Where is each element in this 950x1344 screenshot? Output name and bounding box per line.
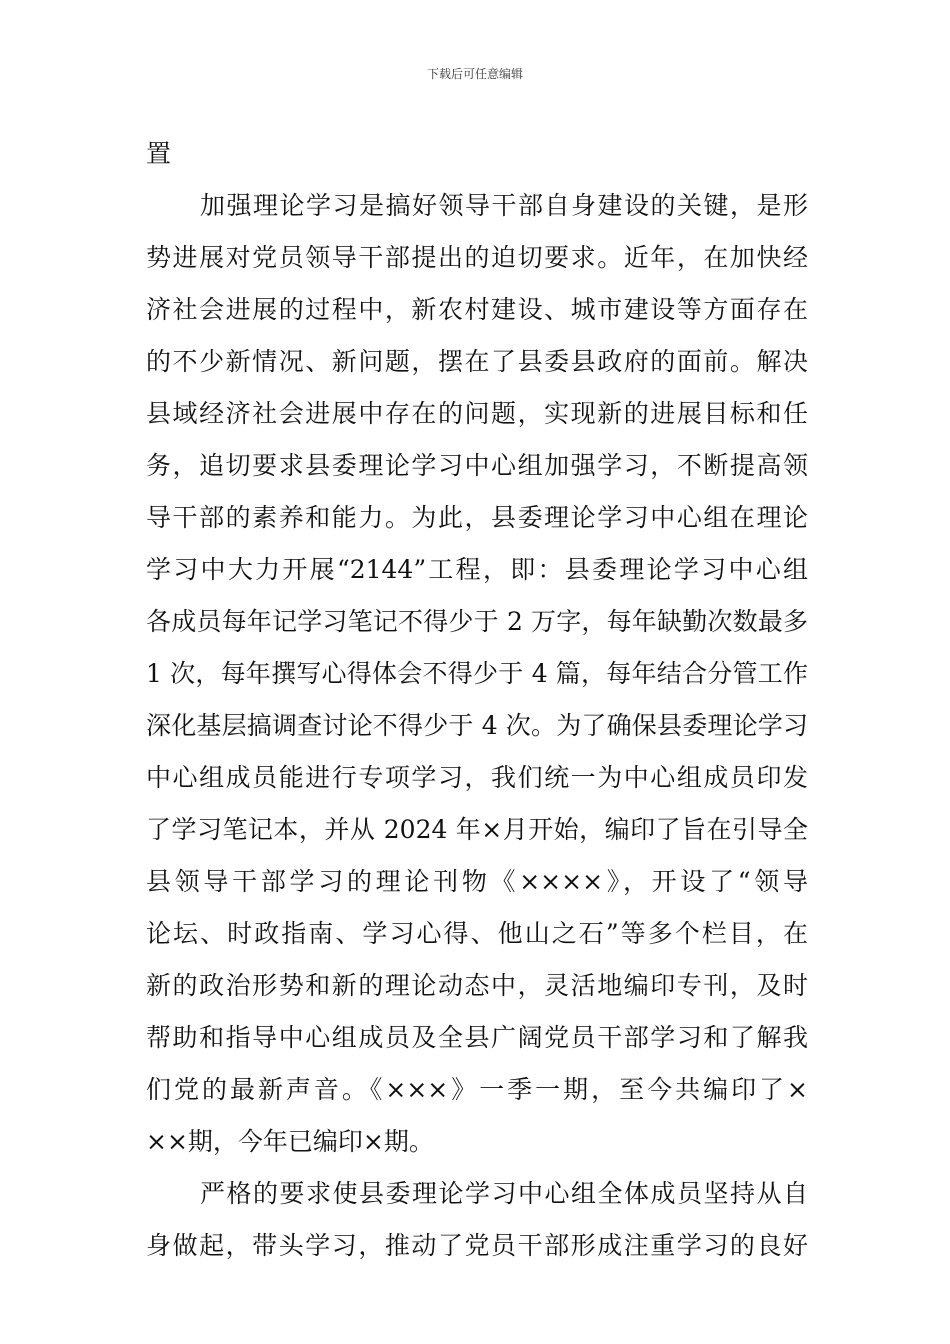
text-line: 导干部的素养和能力。为此，县委理论学习中心组在理论 bbox=[146, 503, 808, 532]
document-body bbox=[146, 128, 808, 1272]
text-line: 帮助和指导中心组成员及全县广阔党员干部学习和了解我 bbox=[146, 1023, 808, 1052]
text-line: 济社会进展的过程中，新农村建设、城市建设等方面存在 bbox=[146, 295, 808, 324]
text-line: 务，追切要求县委理论学习中心组加强学习，不断提高领 bbox=[146, 451, 808, 480]
text-line: 学习中大力开展“2144”工程，即：县委理论学习中心组 bbox=[146, 555, 808, 584]
text-line: 们党的最新声音。《×××》一季一期，至今共编印了× bbox=[146, 1075, 808, 1104]
paragraph-first-line: 加强理论学习是搞好领导干部自身建设的关键，是形 bbox=[200, 191, 808, 220]
text-line: 中心组成员能进行专项学习，我们统一为中心组成员印发 bbox=[146, 763, 808, 792]
text-line: 身做起，带头学习，推动了党员干部形成注重学习的良好 bbox=[146, 1231, 808, 1260]
text-line: 了学习笔记本，并从 2024 年×月开始，编印了旨在引导全 bbox=[146, 815, 808, 844]
text-line: 深化基层搞调查讨论不得少于 4 次。为了确保县委理论学习 bbox=[146, 711, 808, 740]
page-header: 下载后可任意编辑 bbox=[426, 67, 523, 81]
text-line: 1 次，每年撰写心得体会不得少于 4 篇，每年结合分管工作 bbox=[146, 659, 808, 688]
text-line: 的不少新情况、新问题，摆在了县委县政府的面前。解决 bbox=[146, 347, 808, 376]
text-line: 势进展对党员领导干部提出的迫切要求。近年，在加快经 bbox=[146, 243, 808, 272]
text-line: 置 bbox=[146, 139, 172, 168]
text-line: 新的政治形势和新的理论动态中，灵活地编印专刊，及时 bbox=[146, 971, 808, 1000]
text-line: 各成员每年记学习笔记不得少于 2 万字，每年缺勤次数最多 bbox=[146, 607, 808, 636]
paragraph-first-line: 严格的要求使县委理论学习中心组全体成员坚持从自 bbox=[200, 1179, 808, 1208]
text-line: 县域经济社会进展中存在的问题，实现新的进展目标和任 bbox=[146, 399, 808, 428]
text-line: 县领导干部学习的理论刊物《××××》，开设了“领导 bbox=[146, 867, 808, 896]
text-line: 论坛、时政指南、学习心得、他山之石”等多个栏目，在 bbox=[146, 919, 808, 948]
paragraph-last-line: ××期，今年已编印×期。 bbox=[146, 1127, 434, 1156]
